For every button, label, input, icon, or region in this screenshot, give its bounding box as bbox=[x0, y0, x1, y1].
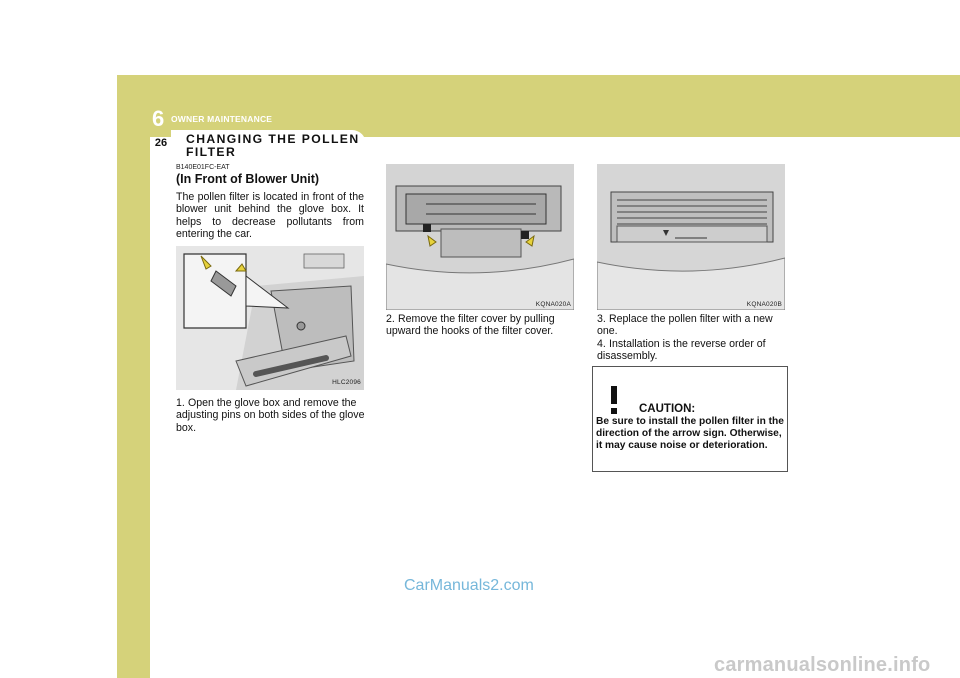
header-band bbox=[117, 75, 960, 137]
step-text: Open the glove box and remove the adjusting pins on both sides of the glove box. bbox=[176, 397, 365, 434]
figure-label: KQNA020A bbox=[535, 301, 571, 308]
step-number: 3. bbox=[597, 313, 606, 325]
subheading: (In Front of Blower Unit) bbox=[176, 172, 320, 186]
step-4 bbox=[597, 338, 787, 363]
step-text: Replace the pollen filter with a new one. bbox=[597, 313, 773, 338]
step-number: 1. bbox=[176, 397, 185, 409]
caution-text: Be sure to install the pollen filter in the direction of the arrow sign. Otherwise, it may cause noise or deterioration. bbox=[596, 416, 784, 451]
step-2 bbox=[386, 313, 576, 338]
section-title: CHANGING THE POLLEN FILTER bbox=[186, 132, 360, 159]
step-text: Installation is the reverse order of disassembly. bbox=[597, 338, 766, 363]
step-1 bbox=[176, 397, 366, 434]
figure-label: HLC2096 bbox=[332, 379, 361, 386]
step-number: 2. bbox=[386, 313, 395, 325]
filter-cover-figure bbox=[386, 164, 574, 310]
intro-paragraph: The pollen filter is located in front of the blower unit behind the glove box. It helps to decrease pollutants from entering the car. bbox=[176, 191, 364, 241]
glove-box-illustration bbox=[176, 246, 364, 390]
pollen-filter-illustration bbox=[597, 164, 785, 310]
watermark-link[interactable]: CarManuals2.com bbox=[404, 577, 534, 594]
pollen-filter-figure bbox=[597, 164, 785, 310]
glove-box-figure bbox=[176, 246, 364, 390]
caution-title: CAUTION: bbox=[639, 403, 696, 415]
page-number: 26 bbox=[154, 137, 168, 149]
figure-label: KQNA020B bbox=[746, 301, 782, 308]
step-text: Remove the filter cover by pulling upward the hooks of the filter cover. bbox=[386, 313, 555, 338]
step-3 bbox=[597, 313, 787, 338]
section-name: OWNER MAINTENANCE bbox=[171, 114, 273, 124]
filter-cover-illustration bbox=[386, 164, 574, 310]
watermark-footer: carmanualsonline.info bbox=[714, 654, 931, 676]
section-code: B140E01FC-EAT bbox=[176, 164, 230, 171]
step-number: 4. bbox=[597, 338, 606, 350]
warning-icon bbox=[593, 380, 635, 418]
chapter-number: 6 bbox=[152, 106, 165, 131]
left-margin-strip bbox=[117, 137, 150, 678]
